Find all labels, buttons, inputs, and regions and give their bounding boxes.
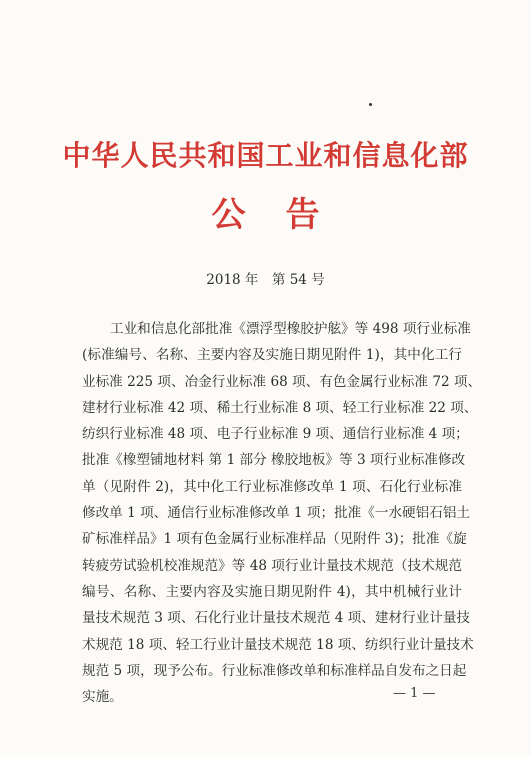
body-line: 单（见附件 2)，其中化工行业标准修改单 1 项、石化行业标准 xyxy=(82,478,462,495)
body-line: 批准《橡塑铺地材料 第 1 部分 橡胶地板》等 3 项行业标准修改 xyxy=(82,452,466,469)
body-line: 修改单 1 项、通信行业标准修改单 1 项；批准《一水硬铝石铝土 xyxy=(82,505,471,522)
body-line: 纺织行业标准 48 项、电子行业标准 9 项、通信行业标准 4 项； xyxy=(82,426,469,443)
body-line: 术规范 18 项、轻工行业计量技术规范 18 项、纺织行业计量技术 xyxy=(82,636,474,653)
ministry-title: 中华人民共和国工业和信息化部 xyxy=(62,139,469,172)
body-line: 编号、名称、主要内容及实施日期见附件 4)，其中机械行业计 xyxy=(82,583,462,600)
body-line: 业标准 225 项、冶金行业标准 68 项、有色金属行业标准 72 项、 xyxy=(82,373,482,390)
body-line: 转疲劳试验机校准规范》等 48 项行业计量技术规范（技术规范 xyxy=(82,557,462,574)
issue-number: 2018 年 第 54 号 xyxy=(206,272,325,288)
body-line: 实施。 xyxy=(82,689,123,706)
page-number: — 1 — xyxy=(393,686,436,701)
body-line: 工业和信息化部批准《漂浮型橡胶护舷》等 498 项行业标准 xyxy=(110,321,471,337)
notice-title: 公告 xyxy=(211,195,360,235)
body-line: (标准编号、名称、主要内容及实施日期见附件 1)，其中化工行 xyxy=(82,347,462,364)
body-line: 规范 5 项，现予公布。行业标准修改单和标准样品自发布之日起 xyxy=(82,662,467,679)
body-line: 建材行业标准 42 项、稀土行业标准 8 项、轻工行业标准 22 项、 xyxy=(82,399,478,416)
body-line: 量技术规范 3 项、石化行业计量技术规范 4 项、建材行业计量技 xyxy=(82,610,471,627)
announcement-body xyxy=(82,316,482,710)
scan-dot-mark xyxy=(369,103,372,106)
body-line: 矿标准样品》1 项有色金属行业标准样品（见附件 3)；批准《旋 xyxy=(82,531,467,548)
